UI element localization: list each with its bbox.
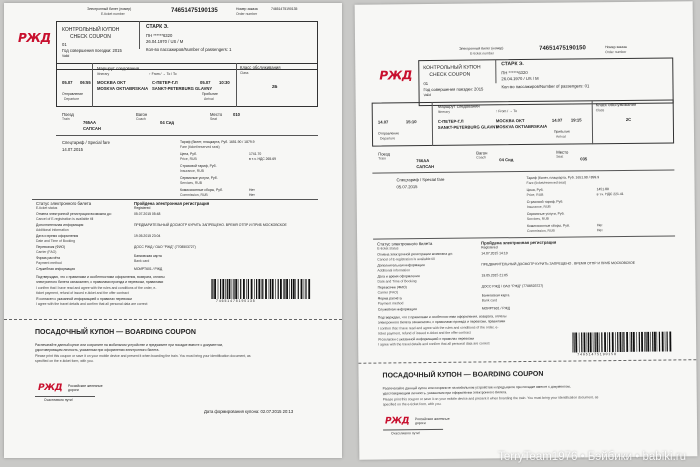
info-value: Bank card (134, 259, 150, 263)
barcode-bar (293, 279, 295, 299)
barcode-bar (261, 279, 262, 299)
barcode-bar (666, 332, 667, 352)
fare-line: Цена, Руб. (526, 187, 544, 192)
fare-date: 14.07.2015 (62, 147, 83, 152)
train-name: САПСАН (416, 163, 435, 170)
info-value: 19.05.2015 23:04 (134, 234, 161, 238)
barcode-bar (238, 279, 239, 299)
barcode-bar (305, 279, 306, 299)
boarding-line: удостоверяющим личность, указанным при оформлении электронного билета. (382, 390, 508, 396)
divider (92, 63, 93, 107)
arrival-label: Прибытие (553, 129, 570, 134)
arrival-date: 05.07 (200, 80, 211, 85)
rzd-logo: РЖД (18, 31, 51, 45)
fare-line: Сервисные услуги, Руб. (526, 211, 565, 216)
train-name: САПСАН (83, 126, 101, 131)
barcode-bar (654, 332, 656, 352)
barcode-bar (607, 332, 608, 352)
info-value: ДОСС РЖД / ОАО "РЖД" (7708503727) (134, 245, 196, 249)
barcode-bar (619, 332, 621, 352)
terms-line: ticket payment, refund of issued e-ticket and the offer contract (378, 330, 471, 336)
barcode-bar (258, 279, 260, 299)
barcode-bar (289, 279, 290, 299)
fare-value: 1451.80 (596, 187, 609, 192)
fare-line: Fare (ticket/reserved seat) (180, 145, 220, 149)
service-class-label: Класс обслуживания (595, 101, 637, 108)
fare-line: Тариф (билет, плацкарта, Руб. 1651.90 / 899.9 (526, 175, 600, 180)
info-line: Дополнительная информация (377, 263, 425, 268)
terms-line: I agree with the travel details and confirm that all personal data are correct (36, 302, 148, 306)
train-label-en: Train (62, 117, 70, 121)
car-value: 04 Сид (160, 120, 175, 125)
info-value: 05.07.2015 05:48 (134, 212, 161, 216)
barcode-bar (246, 279, 247, 299)
barcode-bar (636, 332, 637, 352)
barcode-bar (623, 332, 624, 352)
seat-label: Место (210, 112, 223, 117)
barcode-bar (298, 279, 299, 299)
status-label: Статус электронного билета (36, 201, 92, 206)
service-class-label: Класс обслуживания (240, 65, 281, 70)
special-fare: Спецтариф / Special fare (62, 140, 110, 145)
eticket-label-en: E-ticket number (470, 51, 494, 56)
order-number: 74651475190135 (271, 7, 298, 11)
terms-line: Подтверждаю, что с правилами и особенностями оформления, возврата, оплаты (377, 314, 507, 320)
passenger-name: СТАРК Э. (146, 24, 169, 30)
car-value: 04 Сид (499, 157, 514, 163)
status-label-en: E-ticket status (377, 246, 399, 251)
document-number: ПН ******6320 (146, 33, 173, 38)
barcode-bar (617, 332, 618, 352)
barcode-bar (227, 279, 228, 299)
barcode-bar (626, 332, 628, 352)
barcode-bar (220, 279, 221, 299)
divider (35, 396, 95, 397)
barcode-bar (579, 332, 580, 352)
fare-line: Комиссионные сборы, Руб. (180, 188, 223, 192)
barcode-bar (631, 332, 632, 352)
info-line: Форма расчёта (377, 296, 402, 301)
barcode-bar (669, 331, 671, 351)
terms-line: электронного билета ознакомлен, с правилами проезда и перевозки, правилами (36, 280, 164, 284)
eticket-number: 74651475190135 (171, 8, 218, 14)
departure-time: 06:55 (80, 80, 91, 85)
happy-trip: Счастливого пути! (391, 431, 420, 436)
boarding-line: specified on the e-ticket form, with you. (382, 401, 442, 407)
rzd-logo-small: РЖД (384, 416, 410, 427)
info-line: Cancel of E-registration is available till (377, 256, 435, 262)
fare-line: Тариф (билет, плацкарта, Руб. 1651.90 / 1879.9 (180, 140, 255, 144)
rzd-logo: РЖД (379, 68, 413, 83)
terms-line: ticket payment, refund of issued e-ticket and the offer contract (36, 291, 129, 295)
info-line: Дата и время оформления (377, 274, 420, 279)
barcode-bar (284, 279, 285, 299)
fare-value: Нет (596, 223, 603, 228)
fare-value: в т.ч. НДС 265.69 (249, 157, 277, 161)
info-line: Carrier (FAO) (36, 250, 57, 254)
departure-label: Отправление (377, 131, 400, 136)
class-label-en: Class (240, 71, 249, 75)
barcode-bar (650, 332, 651, 352)
departure-time: 15:10 (405, 119, 417, 125)
barcode-bar (212, 279, 213, 299)
terms-line: Я согласен с указанной информацией о правилах перевозки (378, 336, 475, 342)
barcode-bar (596, 332, 598, 352)
departure-label-en: Departure (380, 136, 396, 141)
departure-date: 14.07 (377, 119, 389, 125)
rzd-caption: Российские железные дороги (68, 384, 103, 392)
barcode-bar (583, 332, 585, 352)
barcode-bar (573, 332, 574, 352)
barcode-bar (270, 279, 271, 299)
class-label-en: Class (595, 108, 605, 113)
fare-line: Insurance, RUB (526, 204, 551, 209)
info-line: Дополнительная информация (36, 223, 84, 227)
status-value-en: Registered (481, 245, 498, 250)
status-value: Пройдена электронная регистрация (134, 201, 210, 206)
barcode-bar (590, 332, 592, 352)
barcode-bar (615, 332, 616, 352)
from-station: С-ПЕТЕР-Г.Л (437, 118, 464, 124)
valid-label: Valid (423, 92, 431, 98)
watermark: TerryTeam1976 • Бэйбики • babiki.ru (498, 451, 686, 463)
fare-value: Нет (249, 193, 255, 197)
to-station: MOCKBA OKT (495, 118, 525, 124)
boarding-line: specified on the e-ticket form, with you. (35, 359, 94, 363)
seat-value: 035 (580, 156, 588, 162)
barcode-bar (308, 279, 310, 299)
barcode-bar (612, 332, 614, 352)
barcode-bar (630, 332, 631, 352)
fare-value: Нет (596, 228, 603, 233)
info-line: Перевозчик (ФИО) (36, 245, 66, 249)
barcode-bar (665, 332, 666, 352)
fare-value: Нет (249, 188, 255, 192)
car-label-en: Coach (136, 117, 146, 121)
barcode-bar (286, 279, 288, 299)
divider (139, 21, 140, 49)
fare-line: Insurance, RUB (180, 169, 204, 173)
happy-trip: Счастливого пути! (44, 398, 73, 402)
barcode (211, 279, 311, 299)
eticket-label: Электронный билет (номер) (87, 7, 132, 11)
barcode-bar (229, 279, 231, 299)
code-01: 01 (62, 42, 67, 47)
barcode-bar (243, 279, 245, 299)
info-line: Additional information (377, 268, 411, 273)
train-label: Поезд (378, 151, 391, 157)
info-value: Банковская карта (481, 293, 510, 298)
train-number: 766АА (416, 158, 430, 164)
fare-line: Страховой тариф, Руб. (526, 199, 564, 204)
barcode-bar (278, 279, 279, 299)
car-label: Вагон (136, 112, 148, 117)
from-to-label: ↑ From / → To (495, 109, 518, 114)
info-line: Cancel of E-registration is available till (36, 217, 94, 221)
barcode-bar (240, 279, 241, 299)
barcode-bar (262, 279, 263, 299)
barcode-bar (256, 279, 257, 299)
itinerary-label: Маршрут следования (437, 103, 480, 109)
rzd-caption: Российские железные дороги (414, 416, 450, 425)
barcode-bar (641, 332, 643, 352)
order-label-en: Order number (236, 12, 258, 16)
status-value-en: Registered (134, 206, 151, 210)
barcode-bar (586, 332, 587, 352)
arrival-date: 14.07 (551, 117, 563, 123)
barcode-bar (609, 332, 610, 352)
barcode-bar (575, 332, 577, 352)
info-value: Банковская карта (134, 254, 162, 258)
class-value: 2С (625, 116, 632, 122)
info-value: 14.07.2015 14:10 (481, 251, 508, 256)
document-number: ПН ******6320 (501, 69, 528, 76)
from-to-label: ↑ From / → To / To (149, 72, 177, 76)
trip-year: Год совершения поездки: 2015 (423, 86, 484, 93)
seat-value: 010 (233, 112, 240, 117)
seat-label: Место (556, 149, 569, 155)
coupon-title: КОНТРОЛЬНЫЙ КУПОН (423, 64, 481, 72)
boarding-line: Распечатайте данный купон или сохраните на мобильном устройстве и предъявите при посадке вместе с документом, (382, 384, 571, 391)
barcode-bar (222, 279, 224, 299)
barcode-bar (572, 333, 573, 353)
boarding-line: Распечатайте данный купон или сохраните на мобильном устройстве и предъявите при посадке вместе с документом, (35, 343, 223, 347)
departure-label: Отправление (62, 92, 84, 96)
info-line: Payment method (36, 261, 62, 265)
barcode-bar (647, 332, 649, 352)
order-label-en: Order number (605, 49, 627, 55)
passenger-name: СТАРК Э. (501, 61, 524, 68)
boarding-line: удостоверяющим личность, указанным при оформлении электронного билета. (35, 348, 160, 352)
train-label: Поезд (62, 112, 74, 117)
itinerary-label-en: Itinerary (437, 109, 451, 114)
barcode-bar (588, 332, 589, 352)
barcode-bar (272, 279, 274, 299)
barcode-bar (235, 279, 237, 299)
barcode-bar (251, 279, 253, 299)
barcode-bar (214, 279, 216, 299)
status-label: Статус электронного билета (377, 240, 433, 247)
info-value: МОИРТ601 / РЖД (134, 267, 163, 271)
train-label-en: Train (378, 156, 386, 161)
barcode-bar (594, 332, 595, 352)
order-label: Номер заказа (236, 7, 258, 11)
info-value: Bank card (481, 298, 498, 303)
info-line: Payment method (377, 301, 404, 306)
birth-info: 26.04.1970 / US / M (501, 75, 539, 82)
fare-value: 1741.70 (249, 152, 262, 156)
terms-line: I confirm that I have read and agree with the rules and conditions of the order, e- (377, 325, 499, 331)
car-label-en: Coach (476, 155, 487, 160)
eticket-number: 74651475190150 (539, 45, 586, 52)
barcode-bar (656, 332, 657, 352)
barcode-bar (662, 332, 664, 352)
left-ticket-sheet (4, 3, 342, 458)
barcode-bar (601, 332, 602, 352)
status-label-en: E-ticket status (36, 206, 58, 210)
divider (236, 63, 237, 107)
boarding-line: Please print this coupon or save it on your mobile device and present it when boarding the train. You must bring your identification document, as (35, 354, 251, 358)
right-ticket-sheet (355, 1, 698, 460)
barcode-bar (633, 332, 635, 352)
barcode (572, 331, 672, 352)
car-label: Вагон (476, 150, 488, 156)
fare-line: Страховой тариф, Руб. (180, 164, 217, 168)
cut-line (4, 319, 342, 320)
arrival-label-en: Arrival (204, 97, 214, 101)
info-line: Date and Time of Booking (36, 239, 76, 243)
barcode-bar (593, 332, 594, 352)
terms-line: Я согласен с указанной информацией о правилах перевозки (36, 297, 132, 301)
coupon-formed-date: Дата формирования купона: 02.07.2015 20:13 (204, 409, 294, 414)
barcode-bar (218, 279, 219, 299)
barcode-bar (639, 332, 640, 352)
barcode-text: 7 4 6 5 1 4 7 5 1 9 0 1 5 0 (577, 352, 616, 357)
barcode-bar (604, 332, 606, 352)
barcode-bar (291, 279, 292, 299)
trip-year: Год совершения поездки: 2015 (62, 48, 122, 53)
fare-line: Commission, RUB (180, 193, 208, 197)
valid-label: Valid (62, 54, 70, 58)
to-station-en: MOSKVA OKTIABRSKAIA (495, 123, 548, 130)
arrival-label: Прибытие (202, 92, 218, 96)
barcode-bar (581, 332, 582, 352)
barcode-bar (248, 279, 249, 299)
barcode-bar (233, 279, 234, 299)
terms-line: I confirm that I have read and agree with the rules and conditions of the order, e- (36, 286, 157, 290)
passenger-count: Кол-во пассажиров/Number of passengers: 1 (146, 47, 232, 52)
info-value: ПРЕДВАРИТЕЛЬНЫЙ ДОСМОТР КУРИТЬ ЗАПРЕЩЕНО. ВРЕМЯ ОТПР И ПРИБ МОСКОВСКОЕ (134, 223, 287, 227)
arrival-time: 10:30 (219, 80, 230, 85)
boarding-title: ПОСАДОЧНЫЙ КУПОН — BOARDING COUPON (35, 329, 196, 336)
divider (32, 199, 318, 200)
barcode-bar (301, 279, 303, 299)
barcode-bar (254, 279, 255, 299)
barcode-bar (652, 332, 653, 352)
arrival-label-en: Arrival (555, 134, 566, 139)
divider (372, 169, 674, 173)
barcode-bar (275, 279, 276, 299)
birth-info: 26.04.1970 / US / M (146, 39, 184, 44)
code-01: 01 (423, 81, 429, 87)
info-line: Служебная информация (377, 307, 417, 312)
info-value: ПРЕДВАРИТЕЛЬНЫЙ ДОСМОТР КУРИТЬ ЗАПРЕЩЕНО . ВРЕМЯ ОТПР И ПРИБ МОСКОВСКОЕ (481, 260, 636, 267)
to-station-en: SANKT-PETERBURG GLAVNY (152, 86, 213, 91)
barcode-bar (644, 332, 645, 352)
info-line: Перевозчик (ФИО) (377, 285, 407, 290)
barcode-bar (269, 279, 270, 299)
info-line: Служебная информация (36, 267, 75, 271)
arrival-time: 19:15 (570, 117, 582, 123)
from-station: MOCKBA OKT (97, 80, 126, 85)
info-value: ДОСС РЖД / ОАО "РЖД" (7708503727) (481, 283, 544, 289)
itinerary-label-en: Itinerary (97, 72, 110, 76)
barcode-bar (304, 279, 305, 299)
train-number: 765АА (83, 120, 97, 125)
seat-label-en: Seat (210, 117, 217, 121)
to-station: С-ПЕТЕР-Г.Л (152, 80, 178, 85)
boarding-title: ПОСАДОЧНЫЙ КУПОН — BOARDING COUPON (382, 370, 544, 380)
info-line: Date and Time of Booking (377, 279, 417, 284)
info-line: Additional information (36, 228, 69, 232)
barcode-bar (232, 279, 233, 299)
info-value: 19.05.2015 21:05 (481, 273, 508, 278)
eticket-label-en: E-ticket number (101, 12, 125, 16)
info-value: МОИРТ601 / РЖД (481, 306, 511, 311)
passenger-count: Кол-во пассажиров/Number of passengers: 01 (501, 83, 590, 90)
seat-label-en: Seat (556, 154, 564, 159)
special-fare: Спецтариф / Special fare (396, 176, 445, 183)
barcode-bar (599, 332, 600, 352)
rzd-logo-small: РЖД (38, 383, 63, 393)
cut-line (358, 359, 696, 364)
info-line: Carrier (FAO) (377, 290, 399, 295)
barcode-bar (645, 332, 646, 352)
barcode-bar (659, 332, 660, 352)
coupon-title: КОНТРОЛЬНЫЙ КУПОН (62, 27, 120, 33)
info-line: Дата и время оформления (36, 234, 79, 238)
divider (373, 235, 675, 239)
fare-line: Fare (ticket/reserved seat) (526, 180, 567, 185)
barcode-bar (295, 279, 296, 299)
barcode-text: 7 4 6 5 1 4 7 5 1 9 0 1 3 5 (216, 299, 255, 303)
from-station-en: SANKT-PETERBURG GLAVNY (437, 124, 499, 130)
fare-line: Price, RUB (526, 192, 544, 197)
fare-line: Price, RUB (180, 157, 197, 161)
terms-line: I agree with the travel details and confirm that all personal data are correct (378, 341, 490, 347)
fare-line: Комиссионные сборы, Руб. (526, 223, 570, 228)
barcode-bar (225, 279, 226, 299)
divider (56, 135, 318, 136)
from-station-en: MOSKVA OKTIABRSKAIA (97, 86, 149, 91)
terms-line: электронного билета ознакомлен, с правилами проезда и перевозки, правилами (377, 319, 506, 325)
fare-line: Цена, Руб. (180, 152, 197, 156)
barcode-bar (283, 279, 284, 299)
info-line: Отмена электронной регистрации возможна до: (36, 212, 112, 216)
fare-line: Commission, RUB (526, 228, 555, 233)
barcode-bar (265, 279, 267, 299)
departure-label-en: Departure (64, 97, 80, 101)
departure-date: 05.07 (62, 80, 73, 85)
info-line: Отмена электронной регистрации возможна до: (377, 251, 453, 257)
fare-value: в т.ч. НДС 221.41 (596, 191, 624, 197)
boarding-line: Please print this coupon or save it on your mobile device and present it when boarding the train. You must bring your identification document, as (382, 395, 599, 402)
status-value: Пройдена электронная регистрация (481, 239, 557, 246)
coupon-title-en: CHECK COUPON (429, 71, 471, 79)
coupon-title-en: CHECK COUPON (70, 34, 111, 40)
barcode-bar (280, 279, 282, 299)
fare-date: 05.07.2015 (396, 184, 418, 190)
barcode-bar (622, 332, 623, 352)
fare-line: Services, RUB (526, 216, 549, 221)
info-line: Форма расчёта (36, 256, 60, 260)
itinerary-label: Маршрут следования (97, 66, 139, 71)
fare-line: Services, RUB (180, 181, 203, 185)
class-value: 2Б (272, 84, 278, 89)
order-label: Номер заказа (605, 44, 627, 50)
fare-line: Сервисные услуги, Руб. (180, 176, 218, 180)
terms-line: Подтверждаю, что с правилами и особенностями оформления, возврата, оплаты (36, 275, 165, 279)
eticket-label: Электронный билет (номер) (459, 46, 504, 51)
barcode-bar (211, 279, 212, 299)
